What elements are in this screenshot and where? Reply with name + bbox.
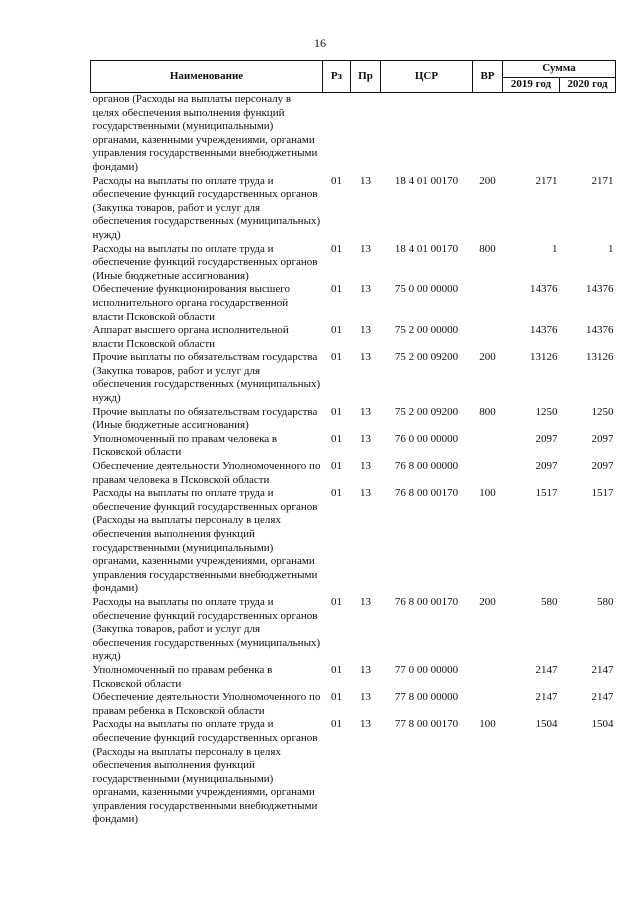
vr-cell xyxy=(473,93,503,175)
pr-cell: 13 xyxy=(360,487,371,500)
vr-cell: 800 xyxy=(479,405,496,418)
csr-cell: 18 4 01 00170 xyxy=(394,174,459,187)
sum-2020-cell: 2171 xyxy=(591,174,614,187)
rz-cell: 01 xyxy=(331,283,342,296)
name-cell: Расходы на выплаты по оплате труда и обеспечение функций государственных органов (Закупка товаров, работ и услуг для обеспечения государственных (муниципальных) нужд) xyxy=(92,174,321,241)
name-cell: Расходы на выплаты по оплате труда и обеспечение функций государственных органов (Расходы на выплаты персоналу в целях обеспечения выполнения функций государственными (муниципальными) органами, казенными учреждениями, органами управления государственными внебюджетными фондами) xyxy=(92,718,318,826)
header-sum: Сумма xyxy=(503,61,616,78)
vr-cell: 100 xyxy=(479,718,496,731)
table-row xyxy=(91,406,616,433)
sum-2019-cell: 14376 xyxy=(530,283,558,296)
header-rz: Рз xyxy=(323,61,351,93)
name-cell: Уполномоченный по правам ребенка в Псковской области xyxy=(92,663,273,690)
sum-2020-cell: 2097 xyxy=(591,460,614,473)
vr-cell xyxy=(473,283,503,324)
rz-cell: 01 xyxy=(331,595,342,608)
pr-cell: 13 xyxy=(360,242,371,255)
sum-2019-cell: 1504 xyxy=(535,718,558,731)
table-row xyxy=(91,433,616,460)
name-cell: Аппарат высшего органа исполнительной власти Псковской области xyxy=(92,324,289,350)
header-name: Наименование xyxy=(91,61,323,93)
name-cell: Уполномоченный по правам человека в Псковской области xyxy=(92,432,278,459)
name-cell: органов (Расходы на выплаты персоналу в целях обеспечения выполнения функций государственными (муниципальными) органами, казенными учреждениями, органами управления государственными внебюджетными фондами) xyxy=(92,93,318,173)
sum-2020-cell: 2147 xyxy=(591,663,614,676)
pr-cell: 13 xyxy=(360,324,371,337)
table-row xyxy=(91,718,616,827)
pr-cell: 13 xyxy=(360,405,371,418)
csr-cell: 75 2 00 09200 xyxy=(394,351,459,364)
pr-cell: 13 xyxy=(360,460,371,473)
sum-2019-cell: 2097 xyxy=(535,460,558,473)
table-row xyxy=(91,487,616,596)
sum-2020-cell xyxy=(560,93,616,175)
pr-cell: 13 xyxy=(360,691,371,704)
table-row xyxy=(91,596,616,664)
pr-cell: 13 xyxy=(360,432,371,445)
header-csr: ЦСР xyxy=(381,61,473,93)
sum-2019-cell: 14376 xyxy=(530,324,558,337)
name-cell: Прочие выплаты по обязательствам государства (Иные бюджетные ассигнования) xyxy=(92,405,318,432)
header-year-2020: 2020 год xyxy=(560,78,616,93)
sum-2020-cell: 1 xyxy=(608,242,614,255)
rz-cell: 01 xyxy=(331,242,342,255)
rz-cell: 01 xyxy=(331,718,342,731)
sum-2019-cell: 1 xyxy=(552,242,558,255)
csr-cell: 75 2 00 00000 xyxy=(394,324,459,337)
csr-cell: 18 4 01 00170 xyxy=(394,242,459,255)
name-cell: Расходы на выплаты по оплате труда и обеспечение функций государственных органов (Иные бюджетные ассигнования) xyxy=(92,242,318,282)
table-row xyxy=(91,243,616,284)
vr-cell xyxy=(473,691,503,718)
table-row xyxy=(91,351,616,405)
csr-cell: 76 8 00 00170 xyxy=(394,595,459,608)
vr-cell: 200 xyxy=(479,595,496,608)
rz-cell: 01 xyxy=(331,351,342,364)
sum-2020-cell: 1517 xyxy=(591,487,614,500)
rz-cell: 01 xyxy=(331,324,342,337)
vr-cell: 200 xyxy=(479,174,496,187)
sum-2020-cell: 1250 xyxy=(591,405,614,418)
sum-2019-cell: 13126 xyxy=(530,351,558,364)
csr-cell: 76 8 00 00000 xyxy=(394,460,459,473)
header-pr: Пр xyxy=(351,61,381,93)
sum-2020-cell: 14376 xyxy=(586,324,614,337)
csr-cell: 77 8 00 00170 xyxy=(394,718,459,731)
header-vr: ВР xyxy=(473,61,503,93)
table-row xyxy=(91,460,616,487)
sum-2020-cell: 13126 xyxy=(586,351,614,364)
sum-2019-cell: 2171 xyxy=(535,174,558,187)
sum-2019-cell: 1250 xyxy=(535,405,558,418)
rz-cell: 01 xyxy=(331,460,342,473)
vr-cell: 800 xyxy=(479,242,496,255)
pr-cell: 13 xyxy=(360,595,371,608)
sum-2020-cell: 14376 xyxy=(586,283,614,296)
vr-cell: 200 xyxy=(479,351,496,364)
pr-cell: 13 xyxy=(360,351,371,364)
table-row xyxy=(91,324,616,351)
sum-2019-cell: 1517 xyxy=(535,487,558,500)
name-cell: Обеспечение деятельности Уполномоченного по правам ребенка в Псковской области xyxy=(92,691,321,717)
table-row xyxy=(91,691,616,718)
rz-cell: 01 xyxy=(331,432,342,445)
vr-cell xyxy=(473,324,503,351)
rz-cell: 01 xyxy=(331,405,342,418)
vr-cell: 100 xyxy=(479,487,496,500)
table-row xyxy=(91,664,616,691)
csr-cell: 77 0 00 00000 xyxy=(394,663,459,676)
pr-cell: 13 xyxy=(360,174,371,187)
table-row xyxy=(91,175,616,243)
table-row xyxy=(91,93,616,175)
page-number: 16 xyxy=(314,36,326,50)
vr-cell xyxy=(473,433,503,460)
rz-cell: 01 xyxy=(331,487,342,500)
name-cell: Прочие выплаты по обязательствам государства (Закупка товаров, работ и услуг для обеспечения государственных (муниципальных) нужд) xyxy=(92,351,321,405)
csr-cell: 77 8 00 00000 xyxy=(394,691,459,704)
sum-2019-cell: 2147 xyxy=(535,691,558,704)
sum-2019-cell xyxy=(503,93,560,175)
pr-cell: 13 xyxy=(360,283,371,296)
sum-2019-cell: 2147 xyxy=(535,663,558,676)
csr-cell: 76 8 00 00170 xyxy=(394,487,459,500)
name-cell: Расходы на выплаты по оплате труда и обеспечение функций государственных органов (Закупка товаров, работ и услуг для обеспечения государственных (муниципальных) нужд) xyxy=(92,595,321,663)
sum-2019-cell: 2097 xyxy=(535,432,558,445)
csr-cell xyxy=(381,93,473,175)
rz-cell xyxy=(323,93,351,175)
pr-cell: 13 xyxy=(360,718,371,731)
vr-cell xyxy=(473,460,503,487)
csr-cell: 75 0 00 00000 xyxy=(394,283,459,296)
sum-2020-cell: 2147 xyxy=(591,691,614,704)
name-cell: Обеспечение функционирования высшего исполнительного органа государственной власти Псковской области xyxy=(92,283,290,323)
name-cell: Обеспечение деятельности Уполномоченного по правам человека в Псковской области xyxy=(92,460,321,486)
rz-cell: 01 xyxy=(331,174,342,187)
rz-cell: 01 xyxy=(331,663,342,676)
table-row xyxy=(91,283,616,324)
pr-cell: 13 xyxy=(360,663,371,676)
budget-table xyxy=(90,60,616,827)
table-header xyxy=(91,61,616,93)
header-year-2019: 2019 год xyxy=(503,78,560,93)
sum-2020-cell: 2097 xyxy=(591,432,614,445)
sum-2019-cell: 580 xyxy=(541,595,558,608)
table-body xyxy=(91,93,616,828)
name-cell: Расходы на выплаты по оплате труда и обеспечение функций государственных органов (Расходы на выплаты персоналу в целях обеспечения выполнения функций государственными (муниципальными) органами, казенными учреждениями, органами управления государственными внебюджетными фондами) xyxy=(92,487,318,595)
csr-cell: 75 2 00 09200 xyxy=(394,405,459,418)
pr-cell xyxy=(351,93,381,175)
vr-cell xyxy=(473,664,503,691)
rz-cell: 01 xyxy=(331,691,342,704)
sum-2020-cell: 1504 xyxy=(591,718,614,731)
csr-cell: 76 0 00 00000 xyxy=(394,432,459,445)
sum-2020-cell: 580 xyxy=(597,595,614,608)
